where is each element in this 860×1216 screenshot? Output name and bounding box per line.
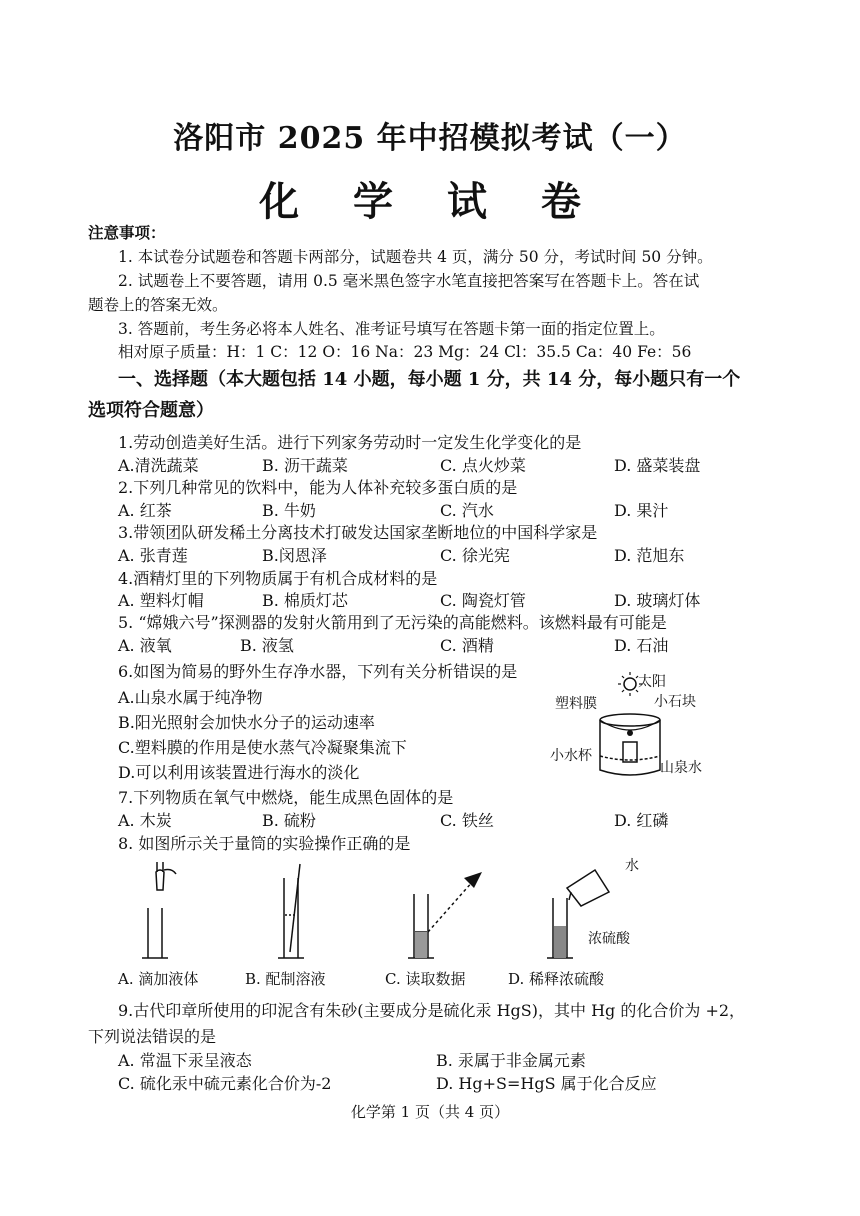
question-9-option-b: B. 汞属于非金属元素 xyxy=(436,1051,586,1070)
question-3-stem: 3.带领团队研发稀土分离技术打破发达国家垄断地位的中国科学家是 xyxy=(118,523,598,542)
question-3-option-b: B.闵恩泽 xyxy=(262,546,327,565)
question-2-option-b: B. 牛奶 xyxy=(262,501,316,520)
question-5-stem: 5. “嫦娥六号”探测器的发射火箭用到了无污染的高能燃料。该燃料最有可能是 xyxy=(118,613,667,632)
question-7-option-a: A. 木炭 xyxy=(118,811,172,830)
question-5-option-a: A. 液氧 xyxy=(118,636,172,655)
question-4-option-b: B. 棉质灯芯 xyxy=(262,591,348,610)
question-6-option-a: A.山泉水属于纯净物 xyxy=(118,688,263,707)
question-2-option-c: C. 汽水 xyxy=(440,501,494,520)
question-8-stem: 8. 如图所示关于量筒的实验操作正确的是 xyxy=(118,834,411,853)
question-8-option-a: A. 滴加液体 xyxy=(118,970,199,988)
question-6-option-b: B.阳光照射会加快水分子的运动速率 xyxy=(118,713,375,732)
question-5-option-d: D. 石油 xyxy=(614,636,669,655)
label-cup: 小水杯 xyxy=(550,748,592,764)
note-item-1: 1. 本试卷分试题卷和答题卡两部分，试题卷共 4 页，满分 50 分，考试时间 50 分钟。 xyxy=(118,248,713,266)
question-1-stem: 1.劳动创造美好生活。进行下列家务劳动时一定发生化学变化的是 xyxy=(118,433,582,452)
figure-b-preparing-solution xyxy=(266,860,326,965)
question-2-option-a: A. 红茶 xyxy=(118,501,172,520)
note-item-2a: 2. 试题卷上不要答题，请用 0.5 毫米黑色签字水笔直接把答案写在答题卡上。答在试 xyxy=(118,272,700,290)
question-1-option-a: A.清洗蔬菜 xyxy=(118,456,199,475)
question-7-option-c: C. 铁丝 xyxy=(440,811,494,830)
question-3-option-a: A. 张青莲 xyxy=(118,546,188,565)
question-4-option-d: D. 玻璃灯体 xyxy=(614,591,701,610)
question-9-stem-b: 下列说法错误的是 xyxy=(88,1027,217,1046)
figure-d-diluting-acid xyxy=(545,858,625,966)
question-5-option-c: C. 酒精 xyxy=(440,636,494,655)
question-9-option-a: A. 常温下汞呈液态 xyxy=(118,1051,252,1070)
stone-shape xyxy=(627,730,633,736)
question-8-option-b: B. 配制溶液 xyxy=(245,970,326,988)
question-5-option-b: B. 液氢 xyxy=(240,636,294,655)
label-water: 水 xyxy=(625,858,639,874)
figure-a-dropping-liquid xyxy=(130,860,190,965)
page-footer: 化学第 1 页（共 4 页） xyxy=(350,1103,510,1121)
question-2-stem: 2.下列几种常见的饮料中，能为人体补充较多蛋白质的是 xyxy=(118,478,518,497)
figure-c-reading-data xyxy=(404,860,494,965)
question-9-option-c: C. 硫化汞中硫元素化合价为-2 xyxy=(118,1074,332,1093)
question-1-option-d: D. 盛菜装盘 xyxy=(614,456,701,475)
question-7-option-d: D. 红磷 xyxy=(614,811,669,830)
exam-subtitle: 化 学 试 卷 xyxy=(259,178,601,225)
question-8-option-c: C. 读取数据 xyxy=(385,970,466,988)
question-9-stem-a: 9.古代印章所使用的印泥含有朱砂(主要成分是硫化汞 HgS)，其中 Hg 的化合价为 +2， xyxy=(118,1001,746,1020)
question-9-option-d: D. Hg+S=HgS 属于化合反应 xyxy=(436,1074,657,1093)
question-1-option-b: B. 沥干蔬菜 xyxy=(262,456,348,475)
label-spring-water: 山泉水 xyxy=(660,760,702,776)
section-heading-line2: 选项符合题意） xyxy=(88,400,214,421)
question-4-stem: 4.酒精灯里的下列物质属于有机合成材料的是 xyxy=(118,569,438,588)
question-6-option-d: D.可以利用该装置进行海水的淡化 xyxy=(118,763,360,782)
label-sun: 太阳 xyxy=(638,674,666,690)
note-item-2b: 题卷上的答案无效。 xyxy=(88,296,228,314)
container-shape xyxy=(600,714,660,775)
atomic-masses: 相对原子质量：H：1 C：12 O：16 Na：23 Mg：24 Cl：35.5 Ca：40 Fe：56 xyxy=(118,343,692,361)
question-8-option-d: D. 稀释浓硫酸 xyxy=(508,970,605,988)
question-6-stem: 6.如图为简易的野外生存净水器，下列有关分析错误的是 xyxy=(118,662,518,681)
question-4-option-a: A. 塑料灯帽 xyxy=(118,591,204,610)
note-item-3: 3. 答题前，考生务必将本人姓名、准考证号填写在答题卡第一面的指定位置上。 xyxy=(118,320,665,338)
label-concentrated-sulfuric-acid: 浓硫酸 xyxy=(588,931,630,947)
exam-title: 洛阳市 2025 年中招模拟考试（一） xyxy=(173,121,687,156)
question-2-option-d: D. 果汁 xyxy=(614,501,669,520)
question-6-option-c: C.塑料膜的作用是使水蒸气冷凝聚集流下 xyxy=(118,738,407,757)
question-3-option-d: D. 范旭东 xyxy=(614,546,685,565)
question-4-option-c: C. 陶瓷灯管 xyxy=(440,591,526,610)
label-stone: 小石块 xyxy=(654,694,696,710)
question-7-stem: 7.下列物质在氧气中燃烧，能生成黑色固体的是 xyxy=(118,788,454,807)
notes-heading: 注意事项： xyxy=(88,223,166,242)
label-plastic-film: 塑料膜 xyxy=(555,696,597,712)
section-heading-line1: 一、选择题（本大题包括 14 小题，每小题 1 分，共 14 分，每小题只有一个 xyxy=(118,369,741,390)
question-1-option-c: C. 点火炒菜 xyxy=(440,456,526,475)
question-7-option-b: B. 硫粉 xyxy=(262,811,316,830)
question-3-option-c: C. 徐光宪 xyxy=(440,546,510,565)
